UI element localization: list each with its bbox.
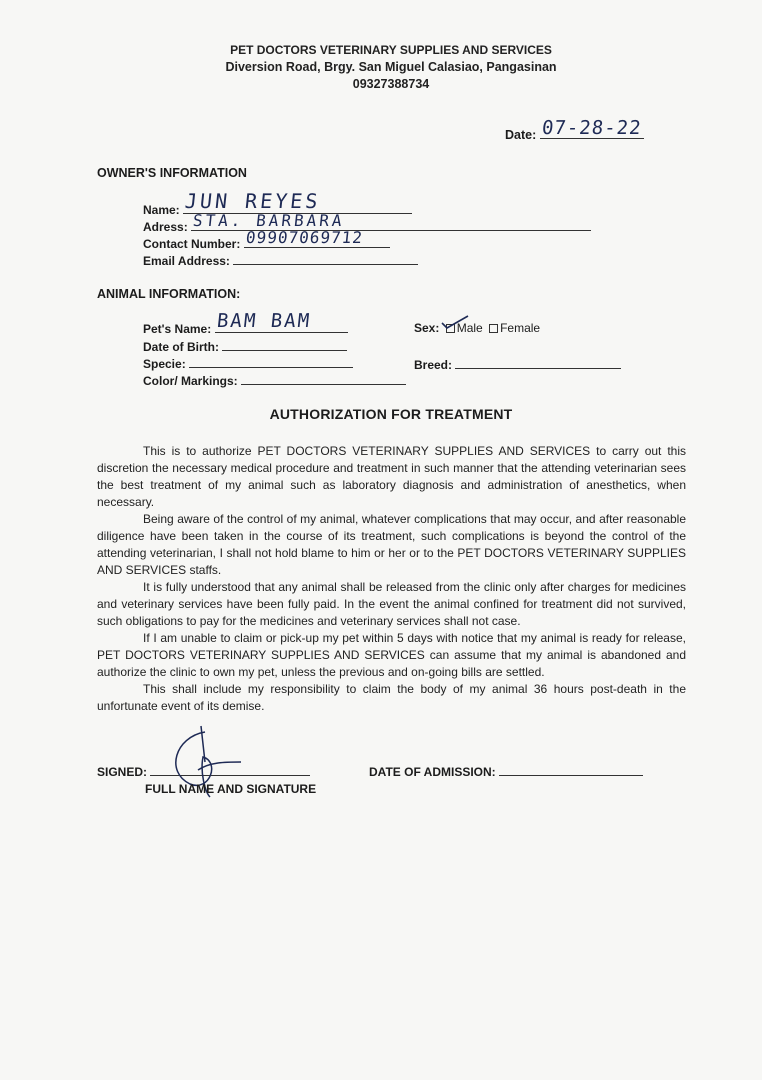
breed-line[interactable]: [455, 356, 621, 369]
owner-contact-value: 09907069712: [244, 228, 364, 247]
owner-contact-line[interactable]: [244, 228, 390, 248]
business-phone: 09327388734: [352, 77, 430, 91]
pet-name-value: BAM BAM: [215, 310, 312, 332]
breed-field: [414, 356, 621, 372]
admission-date-line[interactable]: [499, 775, 643, 776]
admission-date-label: DATE OF ADMISSION:: [369, 765, 496, 779]
sex-field: [414, 321, 540, 335]
signed-label: SIGNED:: [97, 765, 148, 779]
owner-address-label: Adress:: [143, 220, 188, 234]
business-address: Diversion Road, Brgy. San Miguel Calasiao, Pangasinan: [225, 60, 557, 74]
owner-contact-label: Contact Number:: [143, 237, 241, 251]
sex-label: Sex:: [414, 321, 440, 335]
letterhead: [0, 42, 762, 93]
female-checkbox[interactable]: [489, 324, 498, 333]
paragraph-2: Being aware of the control of my animal, whatever complications that may occur, and after reasonable diligence have been taken in the course of its treatment, such complications is beyond the control of the attending veterinarian, I shall not hold blame to him or her or to the PET DOCTORS VETERINARY SUPPLIES AND SERVICES staffs.: [97, 512, 686, 577]
female-option: Female: [500, 321, 541, 335]
color-line[interactable]: [241, 372, 406, 385]
dob-field: [143, 338, 347, 354]
paragraph-3: It is fully understood that any animal shall be released from the clinic only after charges for medicines and veterinary services have been fully paid. In the event the animal confined for treatment did not survived, such obligations to pay for the medicines and veterinary services shall not case.: [97, 580, 686, 628]
authorization-title: AUTHORIZATION FOR TREATMENT: [269, 406, 513, 422]
pet-name-line[interactable]: [215, 310, 348, 333]
business-name: PET DOCTORS VETERINARY SUPPLIES AND SERVICES: [230, 43, 552, 57]
date-line[interactable]: [540, 117, 644, 139]
paragraph-5: This shall include my responsibility to claim the body of my animal 36 hours post-death in the unfortunate event of its demise.: [97, 682, 686, 713]
owner-email-field: [143, 252, 418, 268]
owner-email-label: Email Address:: [143, 254, 230, 268]
owner-name-value: JUN REYES: [183, 189, 322, 213]
owner-contact-field: [143, 228, 390, 251]
signature-caption: FULL NAME AND SIGNATURE: [145, 782, 317, 796]
date-label: Date:: [505, 128, 537, 142]
breed-label: Breed:: [414, 358, 453, 372]
owner-section-title: OWNER'S INFORMATION: [97, 166, 247, 180]
male-check-mark-icon: [440, 314, 470, 330]
pet-name-label: Pet's Name:: [143, 322, 212, 336]
paragraph-4: If I am unable to claim or pick-up my pet within 5 days with notice that my animal is ready for release, PET DOCTORS VETERINARY SUPPLIES AND SERVICES can assume that my animal is abandoned and authorize the clinic to own my pet, unless the previous and on-going bills are settled.: [97, 631, 686, 679]
paragraph-1: This is to authorize PET DOCTORS VETERINARY SUPPLIES AND SERVICES to carry out this discretion the necessary medical procedure and treatment in such manner that the attending veterinarian sees the best treatment of my animal such as laboratory diagnosis and administration of anesthetics, when necessary.: [97, 444, 686, 509]
dob-line[interactable]: [222, 338, 347, 351]
specie-label: Specie:: [143, 357, 186, 371]
color-field: [143, 372, 406, 388]
owner-address-value: STA. BARBARA: [192, 211, 346, 230]
animal-section-title: ANIMAL INFORMATION:: [97, 287, 241, 301]
owner-name-label: Name:: [143, 203, 180, 217]
male-option: Male: [456, 321, 483, 335]
pet-name-field: [143, 310, 348, 336]
specie-line[interactable]: [189, 355, 353, 368]
date-value: 07-28-22: [540, 117, 643, 139]
color-label: Color/ Markings:: [143, 374, 238, 388]
dob-label: Date of Birth:: [143, 340, 219, 354]
admission-date-field: [369, 765, 643, 779]
owner-email-line[interactable]: [233, 252, 418, 265]
owner-address-field: [143, 211, 591, 234]
date-field: [505, 117, 644, 142]
specie-field: [143, 355, 353, 371]
authorization-body: [97, 443, 686, 715]
